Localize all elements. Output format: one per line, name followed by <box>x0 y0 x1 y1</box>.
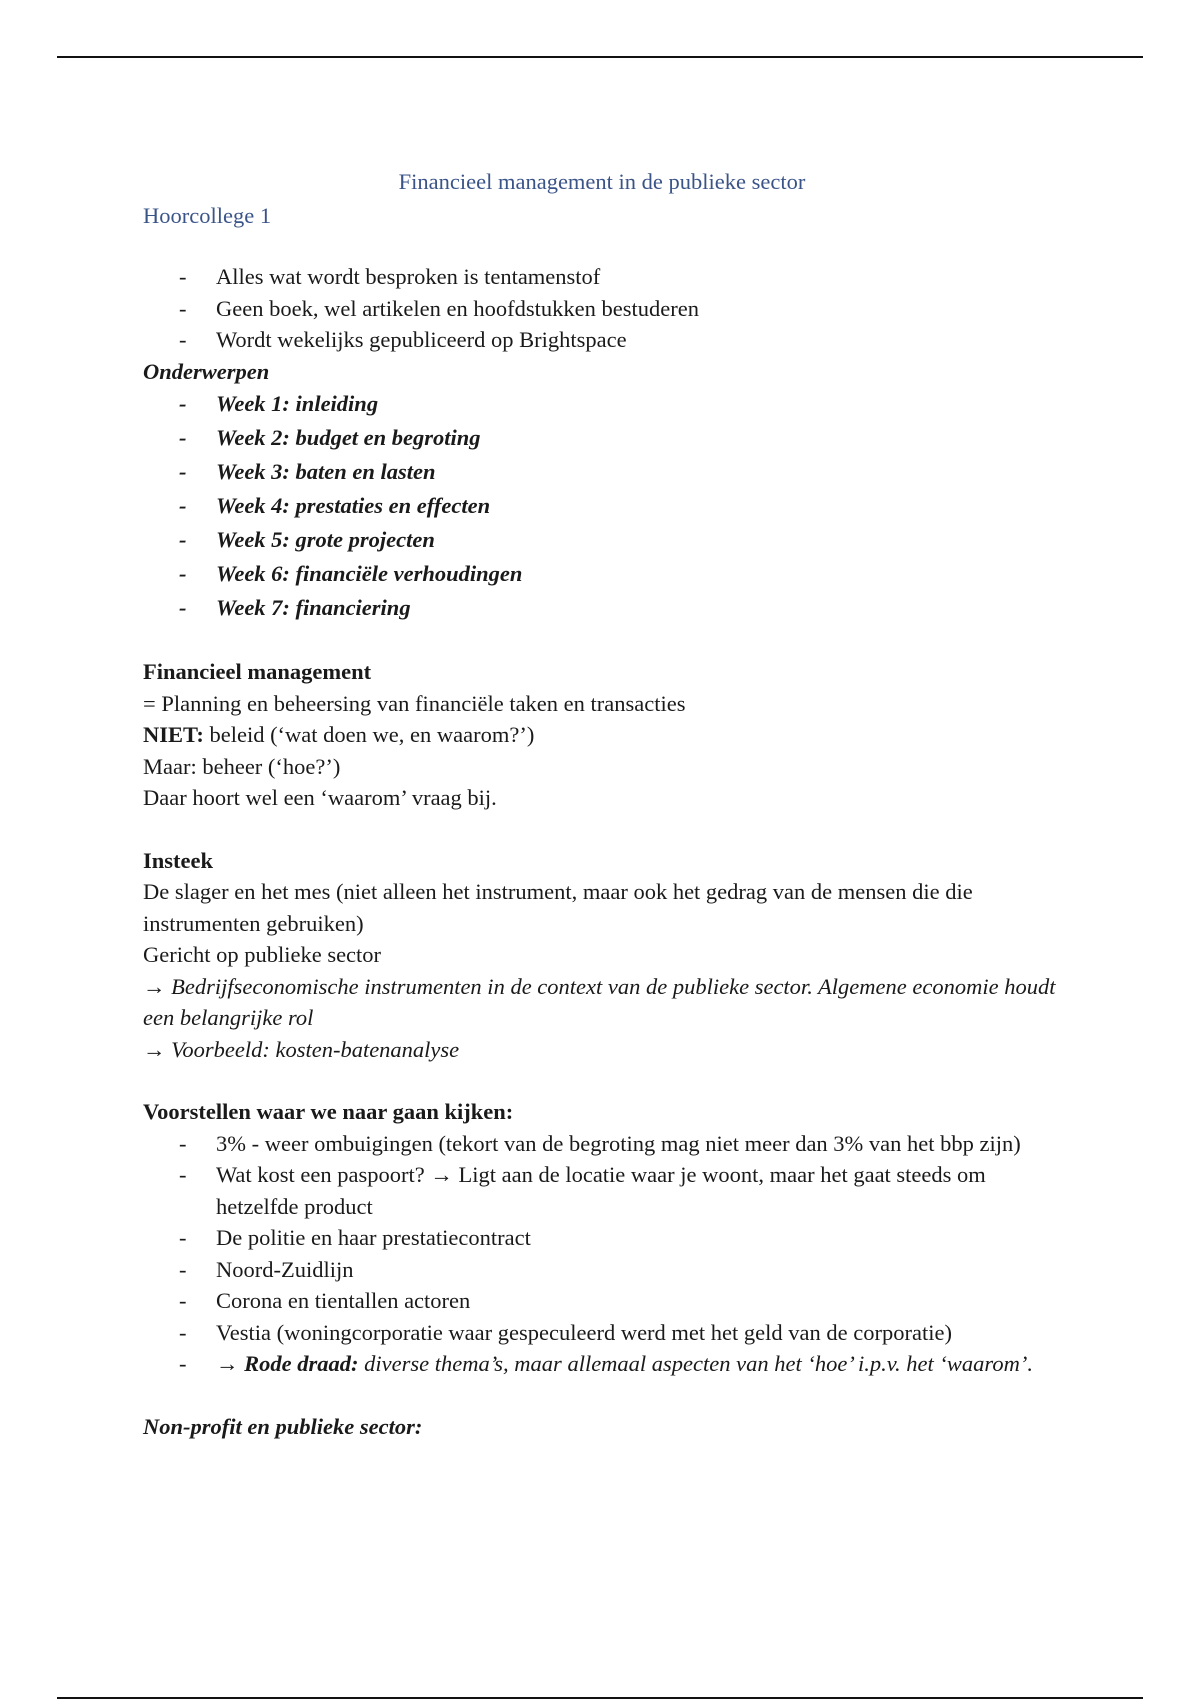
list-item: - 3% - weer ombuigingen (tekort van de begroting mag niet meer dan 3% van het bbp zijn) <box>143 1128 1063 1160</box>
document-page <box>143 165 1063 1442</box>
dash-marker: - <box>179 1351 187 1376</box>
intro-list <box>143 261 1063 356</box>
list-item: - Alles wat wordt besproken is tentamenstof <box>143 261 1063 293</box>
dash-marker: - <box>179 391 187 416</box>
definition-text: = Planning en beheersing van financiële taken en transacties <box>143 690 686 716</box>
list-item: - Wordt wekelijks gepubliceerd op Brightspace <box>143 324 1063 356</box>
arrow-icon: → <box>143 1036 166 1062</box>
insteek-heading: Insteek <box>143 847 214 873</box>
business-instruments-text: → Bedrijfseconomische instrumenten in de context van de publieke sector. Algemene economie houdt een belangrijke rol <box>143 973 1056 1030</box>
list-item: - Week 5: grote projecten <box>143 523 1063 557</box>
dash-marker: - <box>179 527 187 552</box>
dash-marker: - <box>179 1162 187 1187</box>
list-item: - Geen boek, wel artikelen en hoofdstukken bestuderen <box>143 293 1063 325</box>
dash-marker: - <box>179 1256 187 1282</box>
not-policy-text: NIET: beleid (‘wat doen we, en waarom?’) <box>143 722 535 747</box>
topics-heading: Onderwerpen <box>143 358 270 384</box>
nonprofit-heading: Non-profit en publieke sector: <box>143 1413 423 1439</box>
list-item: - Week 6: financiële verhoudingen <box>143 557 1063 591</box>
list-item: - Week 3: baten en lasten <box>143 455 1063 489</box>
dash-marker: - <box>179 595 187 620</box>
list-item: - Corona en tientallen actoren <box>143 1285 1063 1317</box>
bottom-rule <box>57 1697 1143 1699</box>
voorstellen-list <box>143 1128 1063 1380</box>
dash-marker: - <box>179 425 187 450</box>
dash-marker: - <box>179 327 187 352</box>
dash-marker: - <box>179 295 187 321</box>
list-item: - Week 4: prestaties en effecten <box>143 489 1063 523</box>
dash-marker: - <box>179 1225 187 1250</box>
dash-marker: - <box>179 459 187 484</box>
dash-marker: - <box>179 1319 187 1345</box>
example-text: → Voorbeeld: kosten-batenanalyse <box>143 1036 460 1062</box>
dash-marker: - <box>179 264 187 289</box>
list-item: - Vestia (woningcorporatie waar gespeculeerd werd met het geld van de corporatie) <box>143 1317 1063 1349</box>
dash-marker: - <box>179 561 187 586</box>
list-item: - → Rode draad: diverse thema’s, maar allemaal aspecten van het ‘hoe’ i.p.v. het ‘waarom’. <box>143 1348 1063 1380</box>
financial-management-heading: Financieel management <box>143 659 372 684</box>
dash-marker: - <box>179 1288 187 1313</box>
list-item: - De politie en haar prestatiecontract <box>143 1222 1063 1254</box>
top-rule <box>57 56 1143 58</box>
list-item: - Noord-Zuidlijn <box>143 1254 1063 1286</box>
dash-marker: - <box>179 493 187 518</box>
arrow-icon: → <box>216 1351 239 1376</box>
public-sector-text: Gericht op publieke sector <box>143 942 382 967</box>
topics-list <box>143 387 1063 625</box>
dash-marker: - <box>179 1130 187 1156</box>
list-item: - Week 1: inleiding <box>143 387 1063 421</box>
why-question-text: Daar hoort wel een ‘waarom’ vraag bij. <box>143 785 497 810</box>
butcher-text: De slager en het mes (niet alleen het instrument, maar ook het gedrag van de mensen die die instrumenten gebruiken) <box>143 879 973 936</box>
lecture-heading: Hoorcollege 1 <box>143 203 272 228</box>
arrow-icon: → <box>143 973 166 999</box>
list-item: - Wat kost een paspoort? → Ligt aan de locatie waar je woont, maar het gaat steeds om hetzelfde product <box>143 1159 1063 1222</box>
list-item: - Week 7: financiering <box>143 591 1063 625</box>
list-item: - Week 2: budget en begroting <box>143 421 1063 455</box>
management-text: Maar: beheer (‘hoe?’) <box>143 753 341 779</box>
document-title: Financieel management in de publieke sector <box>398 169 806 194</box>
voorstellen-heading: Voorstellen waar we naar gaan kijken: <box>143 1099 514 1124</box>
